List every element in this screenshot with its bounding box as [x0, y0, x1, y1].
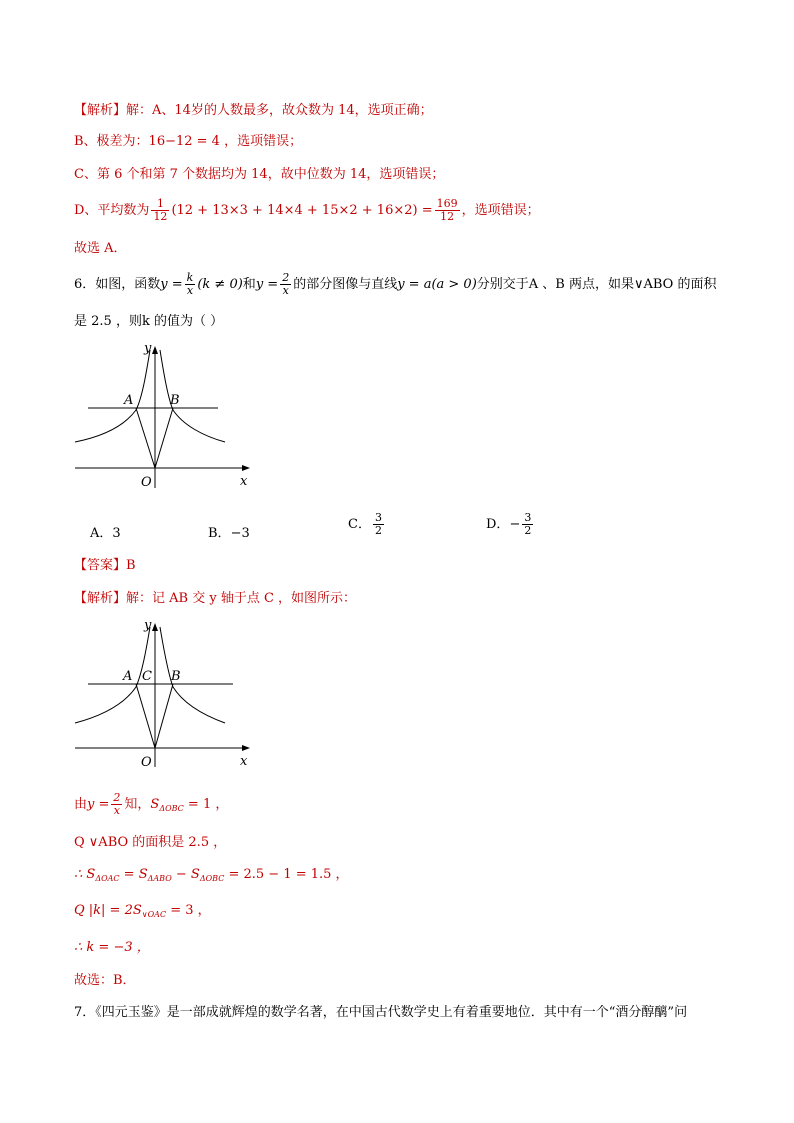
formula: y =	[87, 797, 110, 812]
fraction	[280, 272, 291, 297]
text: 如图，函数	[95, 277, 161, 292]
area-symbol: S	[150, 797, 160, 812]
prev-analysis-line4	[74, 196, 540, 226]
prev-analysis-line5: 故选 A．	[74, 241, 127, 256]
numerator: 169	[436, 197, 458, 210]
denominator: x	[282, 284, 289, 297]
prev-analysis-line1	[74, 102, 433, 120]
point-c-label: C	[142, 669, 152, 684]
analysis-step5: ∴ k = −3 ，	[74, 940, 150, 955]
numerator: k	[186, 271, 194, 284]
text: 和	[242, 277, 256, 292]
point-b-label: B	[170, 393, 180, 408]
option-value: 3	[112, 526, 121, 541]
denominator: x	[186, 284, 194, 297]
minus-sign: −	[509, 517, 521, 532]
numerator: 2	[282, 271, 290, 284]
question-number: 6．	[74, 277, 96, 292]
fraction	[522, 512, 533, 537]
option-label: B．	[208, 526, 231, 541]
numerator: 2	[113, 791, 121, 804]
y-axis-arrow	[152, 623, 158, 631]
numerator: 3	[374, 511, 382, 524]
question-figure	[70, 340, 255, 490]
point-b-label: B	[171, 669, 181, 684]
origin-label: O	[141, 755, 152, 770]
fraction	[373, 512, 384, 537]
fraction	[151, 198, 169, 223]
numerator: 1	[151, 198, 169, 211]
curve-left	[75, 350, 150, 442]
option-label: C．	[348, 517, 371, 532]
subscript: ΔABO	[147, 874, 172, 883]
text: 解：记 AB 交 y 轴于点 C ，如图所示：	[126, 591, 357, 606]
y-axis-arrow	[152, 346, 158, 354]
text: − S	[171, 867, 200, 882]
option-c[interactable]	[348, 512, 386, 537]
option-label: D．	[486, 517, 510, 532]
denominator: 2	[524, 524, 532, 537]
condition: (k ≠ 0)	[197, 277, 243, 292]
option-label: A．	[90, 526, 113, 541]
analysis-step2: Q ∨ABO 的面积是 2.5 ，	[74, 835, 227, 850]
option-value: −3	[230, 526, 250, 541]
text: 分别交于A 、B 两点，如果∨ABO 的面积	[476, 277, 717, 292]
x-axis-arrow	[242, 745, 250, 751]
subscript: ΔOAC	[95, 874, 120, 883]
segment-oa	[136, 684, 155, 748]
question-7-line1: 7．《四元玉鉴》是一部成就辉煌的数学名著，在中国古代数学史上有着重要地位．其中有一个“酒分醇醨”问	[74, 1005, 688, 1020]
segment-oa	[136, 408, 155, 468]
analysis-figure	[70, 615, 255, 770]
analysis-label: 【解析】	[74, 591, 127, 606]
text: 知，	[124, 797, 151, 812]
prev-analysis-line2: B、极差为：16−12 = 4 ，选项错误；	[74, 134, 303, 149]
x-label: x	[240, 754, 248, 769]
text: = 2.5 − 1 = 1.5 ，	[224, 867, 349, 882]
text: 解：A、14岁的人数最多，故众数为 14，选项正确；	[126, 103, 433, 118]
subscript: ΔOBC	[199, 874, 225, 883]
text: = 1 ，	[183, 797, 229, 812]
text: D、平均数为	[74, 203, 150, 218]
denominator: 2	[374, 524, 382, 537]
subscript: ΔOBC	[159, 804, 184, 813]
curve-right	[160, 627, 225, 723]
analysis-step4	[74, 902, 211, 924]
text: 的部分图像与直线	[293, 277, 398, 292]
text: Q |k| = 2S	[74, 903, 142, 918]
subscript: ∨OAC	[141, 910, 167, 919]
formula: y =	[160, 277, 183, 292]
denominator: 12	[440, 210, 455, 223]
answer-label: 【答案】	[74, 558, 127, 573]
point-a-label: A	[124, 393, 134, 408]
option-a[interactable]	[90, 522, 121, 541]
answer-line	[74, 557, 136, 575]
y-label: y	[144, 341, 152, 356]
text: ，选项错误；	[461, 203, 540, 218]
expression: (12 + 13×3 + 14×4 + 15×2 + 16×2) =	[171, 203, 433, 218]
text: = 3 ，	[166, 903, 211, 918]
option-d[interactable]	[486, 512, 535, 537]
formula: y =	[255, 277, 279, 292]
y-label: y	[144, 618, 152, 633]
text: ∴ S	[74, 867, 96, 882]
analysis-step1	[74, 790, 228, 824]
question-6-line1	[74, 270, 716, 300]
segment-ob	[155, 684, 173, 748]
option-b[interactable]	[208, 522, 250, 541]
point-a-label: A	[123, 669, 133, 684]
question-6-line2: 是 2.5 ，则k 的值为（ ）	[74, 314, 224, 329]
prev-analysis-line3: C、第 6 个和第 7 个数据均为 14，故中位数为 14，选项错误；	[74, 167, 445, 182]
x-axis-arrow	[242, 465, 250, 471]
fraction	[111, 792, 122, 817]
line-equation: y = a(a > 0)	[397, 277, 477, 292]
origin-label: O	[141, 475, 152, 490]
analysis-intro	[74, 590, 356, 608]
analysis-label: 【解析】	[74, 103, 127, 118]
text: = S	[119, 867, 148, 882]
fraction	[185, 272, 196, 297]
curve-left	[75, 627, 150, 723]
analysis-step3	[74, 866, 349, 888]
analysis-step6: 故选：B．	[74, 973, 136, 988]
segment-ob	[155, 408, 173, 468]
fraction	[435, 198, 460, 223]
numerator: 3	[524, 511, 532, 524]
text: 由	[74, 797, 88, 812]
x-label: x	[240, 474, 248, 489]
answer-value: B	[126, 558, 136, 573]
denominator: 12	[153, 210, 168, 223]
denominator: x	[113, 804, 120, 817]
